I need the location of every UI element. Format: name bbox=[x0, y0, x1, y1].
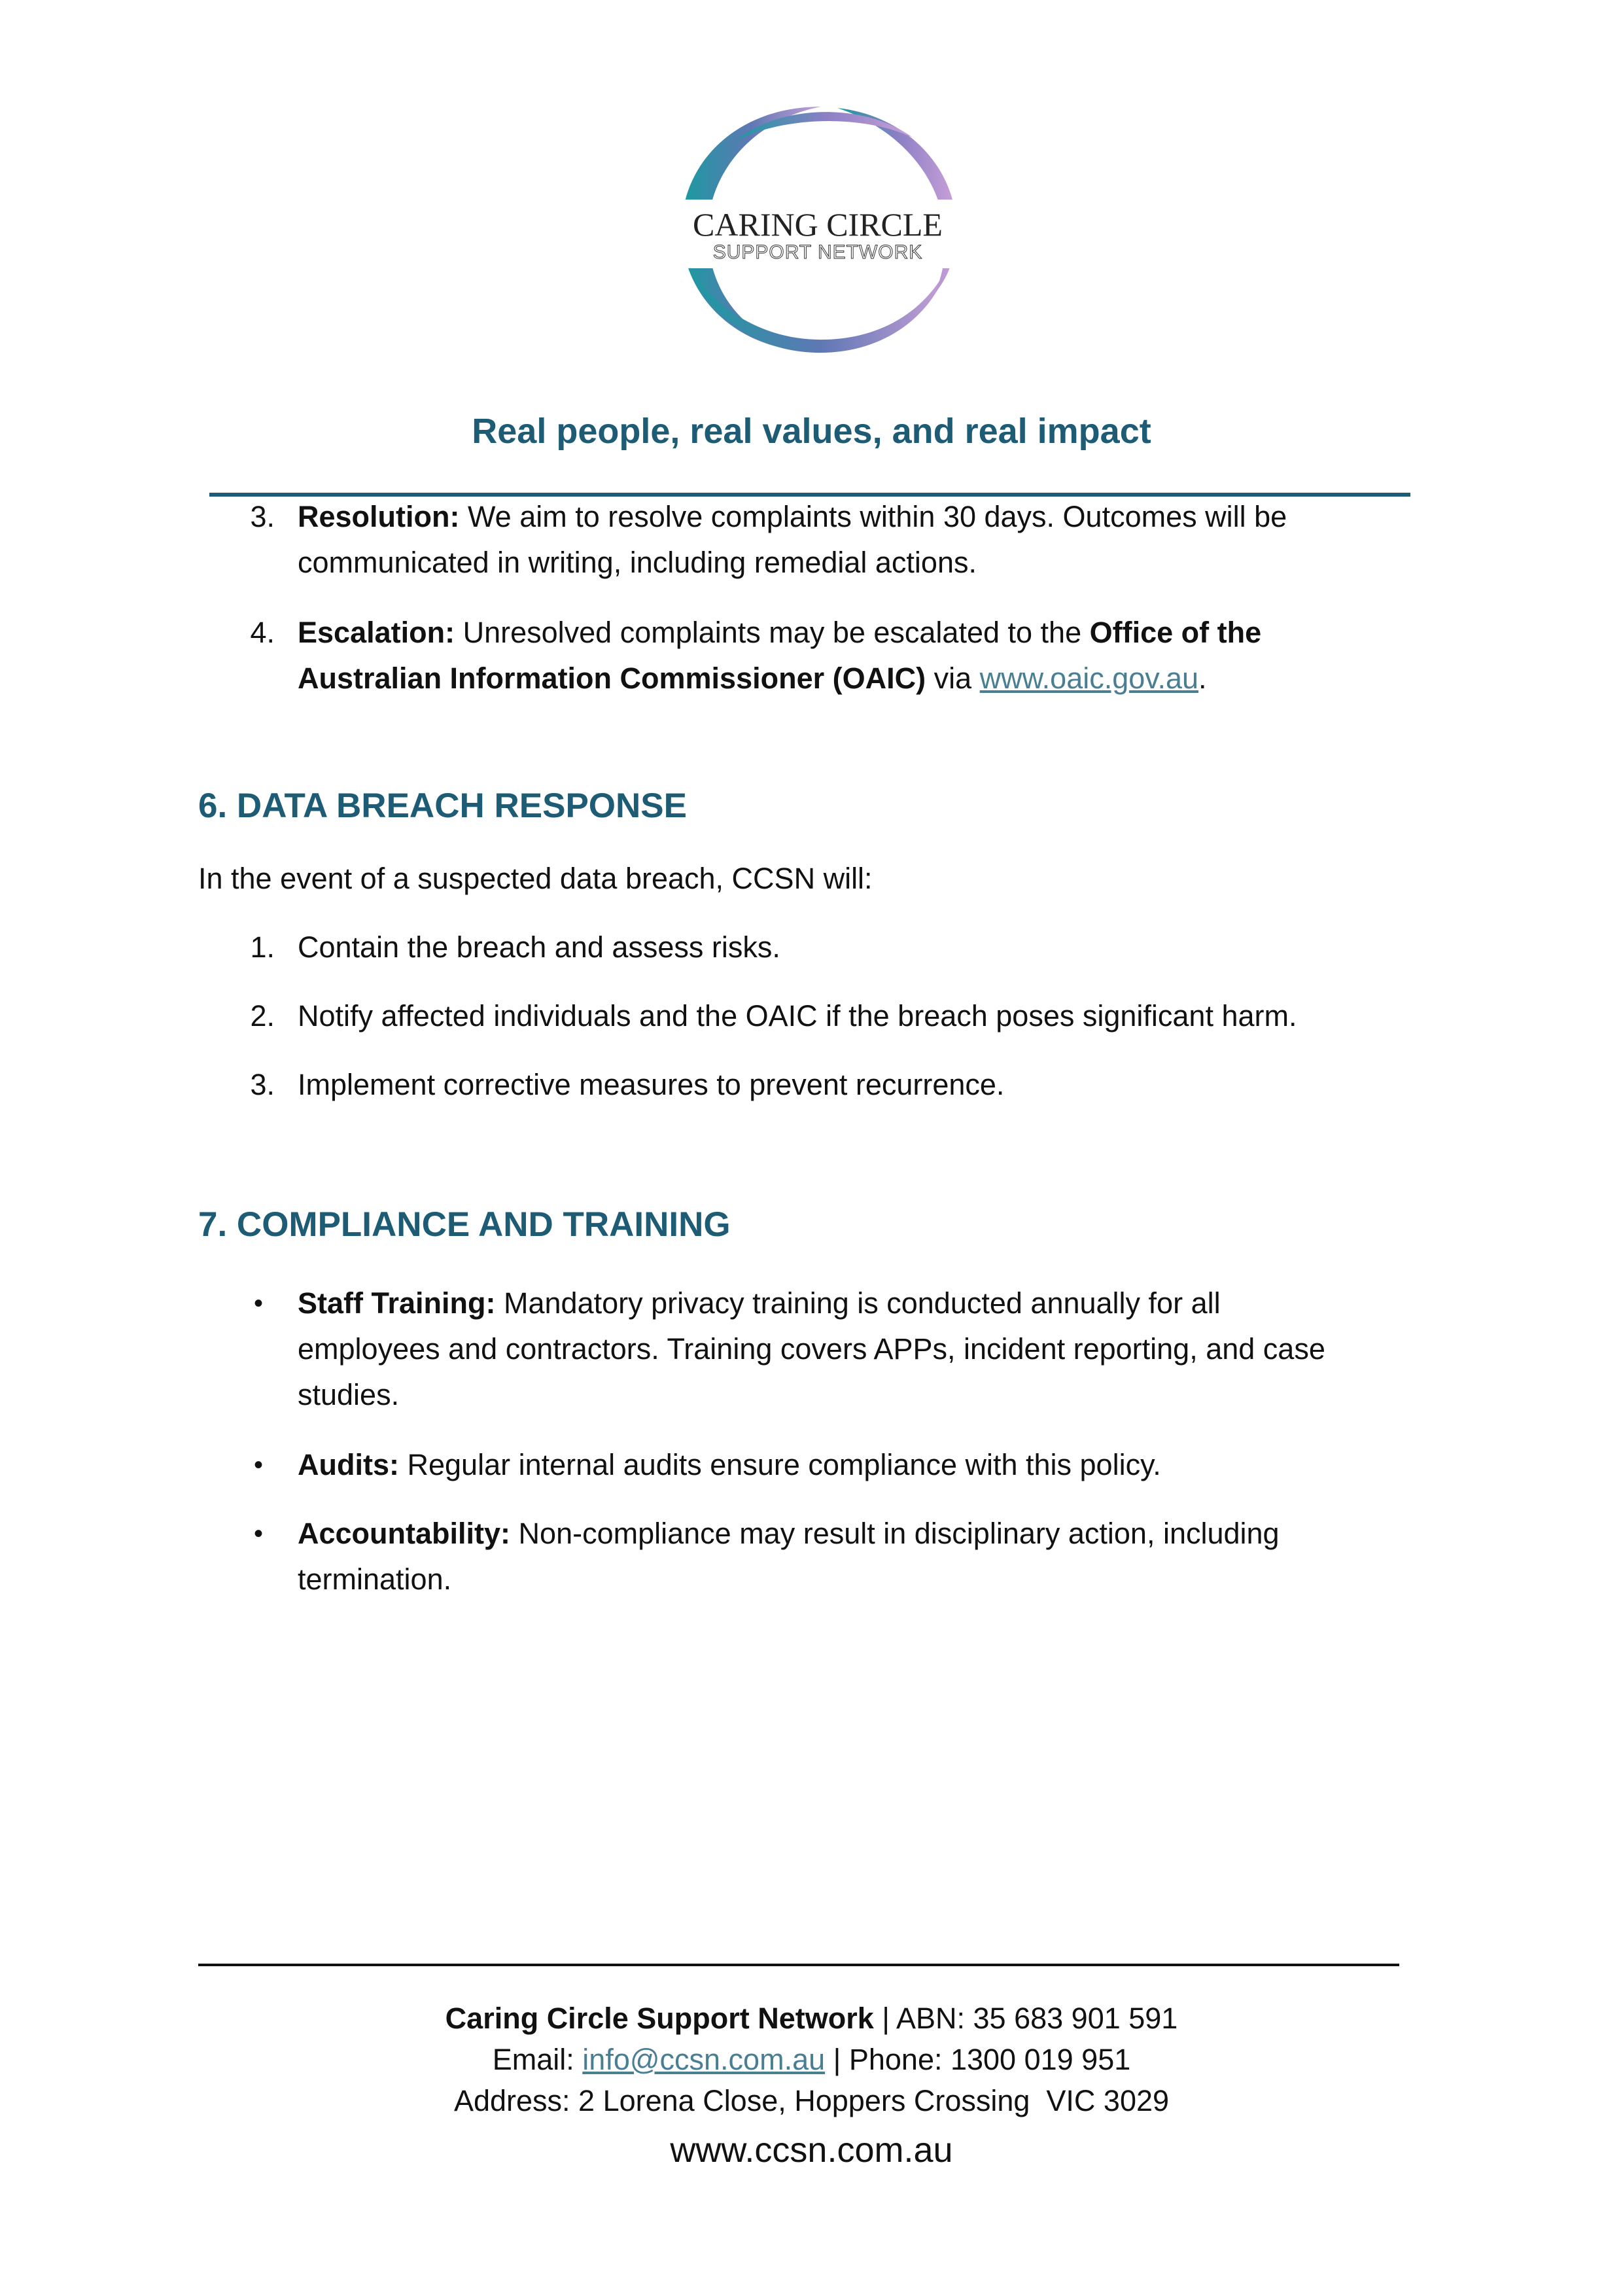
footer-email-link[interactable]: info@ccsn.com.au bbox=[582, 2043, 826, 2076]
item-text: Regular internal audits ensure compliance with this policy. bbox=[407, 1448, 1161, 1481]
footer-abn: | ABN: 35 683 901 591 bbox=[882, 2002, 1178, 2035]
list-number: 3. bbox=[250, 1068, 275, 1101]
item-text: via bbox=[934, 662, 972, 695]
list-number: 2. bbox=[250, 999, 275, 1033]
item-bold-text: Office of the bbox=[1089, 616, 1262, 649]
list-item: Contain the breach and assess risks. bbox=[298, 930, 780, 964]
oaic-link[interactable]: www.oaic.gov.au bbox=[979, 662, 1199, 695]
list-item-resolution bbox=[298, 494, 1436, 586]
item-text: termination. bbox=[298, 1563, 452, 1596]
item-label: Staff Training: bbox=[298, 1286, 496, 1320]
item-label: Audits: bbox=[298, 1448, 399, 1481]
bullet-icon: • bbox=[253, 1451, 263, 1479]
section-heading-data-breach: 6. DATA BREACH RESPONSE bbox=[198, 786, 687, 825]
item-label: Escalation: bbox=[298, 616, 455, 649]
item-text: Unresolved complaints may be escalated to the bbox=[462, 616, 1082, 649]
list-item-accountability bbox=[298, 1511, 1436, 1602]
item-text: . bbox=[1198, 662, 1207, 695]
item-text: Mandatory privacy training is conducted annually for all bbox=[504, 1286, 1221, 1320]
footer-email-label: Email: bbox=[492, 2043, 574, 2076]
footer-contact-line bbox=[0, 2039, 1623, 2080]
footer-phone: | Phone: 1300 019 951 bbox=[833, 2043, 1131, 2076]
tagline: Real people, real values, and real impact bbox=[472, 412, 1151, 451]
footer-org-name: Caring Circle Support Network bbox=[445, 2002, 874, 2035]
list-number: 1. bbox=[250, 930, 275, 964]
footer-divider bbox=[198, 1964, 1399, 1966]
item-label: Accountability: bbox=[298, 1517, 511, 1550]
list-number: 3. bbox=[250, 500, 275, 533]
item-text: We aim to resolve complaints within 30 days. Outcomes will be bbox=[468, 500, 1287, 533]
section-intro: In the event of a suspected data breach, CCSN will: bbox=[198, 862, 873, 895]
logo bbox=[674, 101, 962, 357]
item-text: studies. bbox=[298, 1378, 400, 1411]
list-item: Notify affected individuals and the OAIC if the breach poses significant harm. bbox=[298, 999, 1297, 1033]
list-number: 4. bbox=[250, 616, 275, 649]
list-item-staff-training bbox=[298, 1280, 1436, 1418]
footer-website[interactable]: www.ccsn.com.au bbox=[670, 2130, 953, 2170]
list-item-audits bbox=[298, 1442, 1436, 1488]
item-bold-text: Australian Information Commissioner (OAIC) bbox=[298, 662, 926, 695]
item-label: Resolution: bbox=[298, 500, 460, 533]
caring-circle-logo-icon bbox=[674, 101, 962, 357]
item-text: employees and contractors. Training covers APPs, incident reporting, and case bbox=[298, 1332, 1325, 1366]
section-heading-compliance: 7. COMPLIANCE AND TRAINING bbox=[198, 1205, 731, 1244]
list-item-escalation bbox=[298, 610, 1436, 701]
footer-org-line bbox=[0, 1998, 1623, 2039]
footer-address: Address: 2 Lorena Close, Hoppers Crossing VIC 3029 bbox=[453, 2084, 1170, 2117]
list-item: Implement corrective measures to prevent recurrence. bbox=[298, 1068, 1005, 1101]
bullet-icon: • bbox=[253, 1289, 263, 1318]
item-text: Non-compliance may result in disciplinary action, including bbox=[518, 1517, 1280, 1550]
item-text: communicated in writing, including remedial actions. bbox=[298, 546, 977, 579]
bullet-icon: • bbox=[253, 1519, 263, 1548]
logo-line1: CARING CIRCLE bbox=[693, 206, 943, 243]
logo-line2: SUPPORT NETWORK bbox=[712, 241, 923, 263]
